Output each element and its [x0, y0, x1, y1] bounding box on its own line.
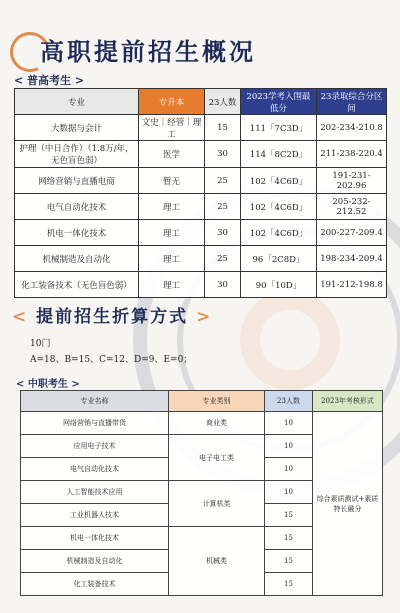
cell-major-name: 化工装备技术: [21, 573, 169, 596]
table-row: [15, 115, 387, 141]
cell-upgrade: 理工: [139, 272, 205, 298]
conversion-heading-text: 提前招生折算方式: [36, 307, 189, 327]
cell-major-name: 应用电子技术: [21, 435, 169, 458]
cell-category: 电子电工类: [169, 435, 265, 481]
cell-upgrade: 理工: [139, 194, 205, 220]
cell-min-score: 114「8C2D」: [241, 141, 317, 168]
cell-count: 10: [265, 458, 313, 481]
cell-upgrade: 文史｜经管｜理工: [139, 115, 205, 141]
cell-category: 机械类: [169, 527, 265, 596]
table-row: [15, 194, 387, 220]
cell-score-range: 202-234-210.8: [317, 115, 387, 141]
cell-score-range: 198-234-209.4: [317, 246, 387, 272]
col-header-major-name: 专业名称: [21, 391, 169, 412]
cell-count: 15: [265, 504, 313, 527]
cell-upgrade: 理工: [139, 246, 205, 272]
cell-min-score: 102「4C6D」: [241, 194, 317, 220]
cell-min-score: 102「4C6D」: [241, 168, 317, 194]
heading-bracket-left: <: [12, 307, 29, 327]
cell-count: 25: [205, 194, 241, 220]
cell-score-range: 191-212-198.8: [317, 272, 387, 298]
cell-min-score: 96「2C8D」: [241, 246, 317, 272]
cell-min-score: 111「7C3D」: [241, 115, 317, 141]
col-header-category: 专业类别: [169, 391, 265, 412]
page-title: 高职提前招生概况: [40, 37, 256, 66]
cell-major: 机电一体化技术: [15, 220, 139, 246]
col-header-count: 23人数: [265, 391, 313, 412]
cell-upgrade: 理工: [139, 220, 205, 246]
section-label-general-students: < 普高考生 >: [14, 74, 85, 87]
cell-major-name: 机械制造及自动化: [21, 550, 169, 573]
cell-min-score: 102「4C6D」: [241, 220, 317, 246]
cell-count: 10: [265, 412, 313, 435]
conversion-subject-count: 10门: [30, 339, 51, 349]
col-header-score-range: 23录取综合分区间: [317, 89, 387, 115]
cell-exam-form: 综合素质测试+素质特长融分: [313, 412, 383, 596]
section-label-vocational-students: < 中职考生 >: [16, 379, 80, 390]
cell-upgrade: 医学: [139, 141, 205, 168]
cell-category: 商业类: [169, 412, 265, 435]
cell-major: 机械制造及自动化: [15, 246, 139, 272]
table-row: [15, 220, 387, 246]
cell-major: 护理（中日合作）（1.8万/年，无色盲色弱）: [15, 141, 139, 168]
table-row: [15, 141, 387, 168]
cell-count: 15: [265, 550, 313, 573]
table-row: [15, 246, 387, 272]
cell-upgrade: 暂无: [139, 168, 205, 194]
cell-major: 化工装备技术（无色盲色弱）: [15, 272, 139, 298]
general-admission-table: [14, 88, 387, 298]
cell-major-name: 网络营销与直播带货: [21, 412, 169, 435]
col-header-count: 23人数: [205, 89, 241, 115]
col-header-min-score: 2023学考入围最低分: [241, 89, 317, 115]
cell-category: 计算机类: [169, 481, 265, 527]
table-row: [21, 412, 383, 435]
col-header-major: 专业: [15, 89, 139, 115]
table-row: [15, 272, 387, 298]
cell-major-name: 人工智能技术应用: [21, 481, 169, 504]
cell-count: 10: [265, 435, 313, 458]
cell-count: 15: [265, 573, 313, 596]
conversion-heading: [12, 302, 212, 327]
cell-count: 30: [205, 220, 241, 246]
heading-bracket-right: >: [196, 307, 213, 327]
conversion-grade-values: A=18、B=15、C=12、D=9、E=0；: [30, 355, 193, 365]
cell-count: 15: [265, 527, 313, 550]
col-header-upgrade: 专升本: [139, 89, 205, 115]
cell-major-name: 机电一体化技术: [21, 527, 169, 550]
cell-score-range: 200-227-209.4: [317, 220, 387, 246]
cell-count: 25: [205, 168, 241, 194]
cell-count: 10: [265, 481, 313, 504]
cell-min-score: 90「10D」: [241, 272, 317, 298]
cell-major: 大数据与会计: [15, 115, 139, 141]
cell-count: 30: [205, 141, 241, 168]
table-row: [15, 168, 387, 194]
vocational-admission-table: [20, 390, 383, 596]
cell-count: 15: [205, 115, 241, 141]
page-header: [10, 30, 390, 70]
col-header-exam-form: 2023年考核形式: [313, 391, 383, 412]
cell-score-range: 205-232-212.52: [317, 194, 387, 220]
cell-count: 30: [205, 272, 241, 298]
cell-major-name: 电气自动化技术: [21, 458, 169, 481]
cell-score-range: 211-238-220.4: [317, 141, 387, 168]
cell-major: 网络营销与直播电商: [15, 168, 139, 194]
cell-major-name: 工业机器人技术: [21, 504, 169, 527]
cell-major: 电气自动化技术: [15, 194, 139, 220]
cell-score-range: 191-231-202.96: [317, 168, 387, 194]
cell-count: 25: [205, 246, 241, 272]
